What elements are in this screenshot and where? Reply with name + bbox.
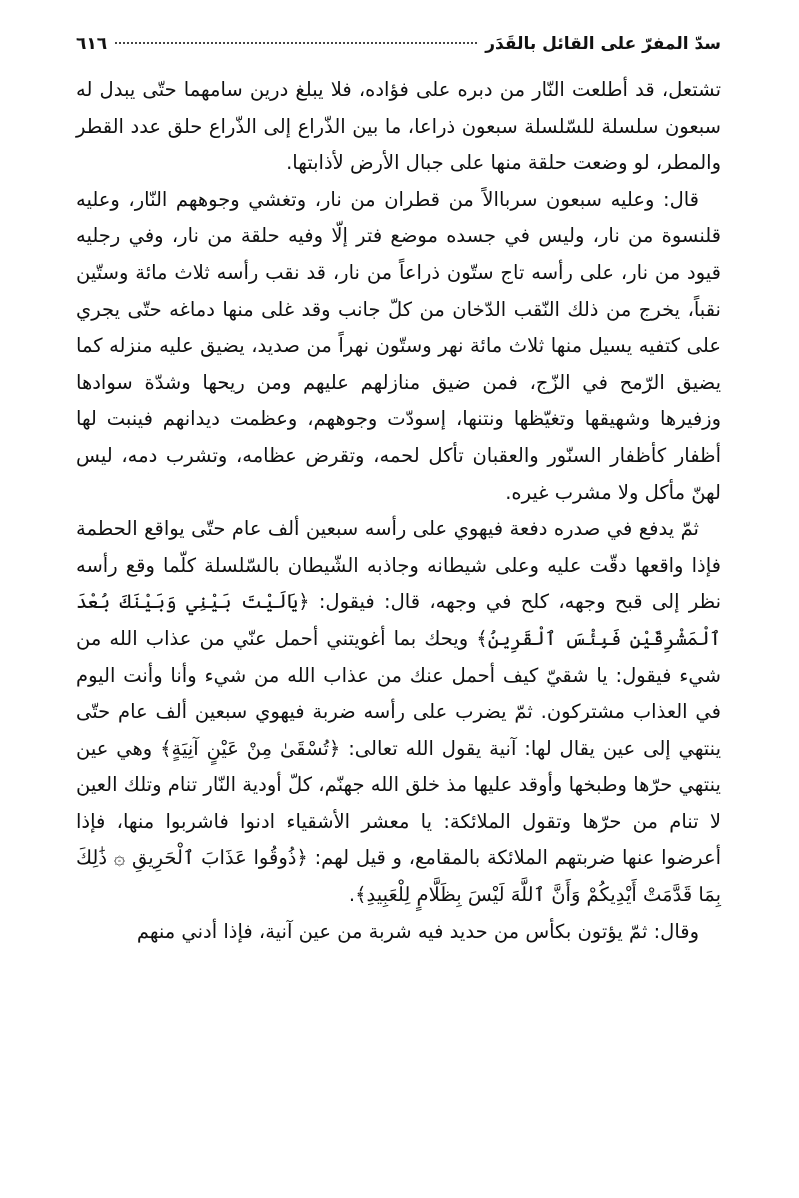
page-header <box>76 34 721 68</box>
quran-verse: ﴿يَالَيْتَ بَيْنِي وَبَيْنَكَ بُعْدَ ٱلْمَشْرِقَيْنِ فَبِئْسَ ٱلْقَرِينُ﴾ <box>76 590 721 650</box>
body-text <box>76 72 721 950</box>
quran-verse: ﴿تُسْقَىٰ مِنْ عَيْنٍ آنِيَةٍ﴾ <box>160 736 341 760</box>
paragraph-text: قال: وعليه سبعون سرباالاً من قطران من نار، وتغشي وجوههم النّار، وعليه قلنسوة من نار، وليس في جسده موضع فتر إلّا وفيه حلقة من نار، وفي رجليه قيود من نار، على رأسه تاج ستّون ذراعاً من نار، قد نقب رأسه ثلاث مائة وستّين نقباً، يخرج من ذلك النّقب الدّخان من كلّ جانب وقد غلى منها دماغه حتّى يجري على كتفيه يسيل منها ثلاث مائة نهر وستّون نهراً من صديد، يضيق عليه منزله كما يضيق الرّمح في الزّج، فمن ضيق منازلهم عليهم ومن ريحها وشدّة سوادها وزفيرها وشهيقها وتغيّظها ونتنها، إسودّت وجوههم، وعظمت ديدانهم فينبت لها أظفار كأظفار السنّور والعقبان تأكل لحمه، وتقرض عظامه، وتشرب دمه، ليس لهنّ مأكل ولا مشرب غيره. <box>76 187 721 504</box>
paragraph <box>76 511 721 914</box>
paragraph-text: ويحك بما أغويتني أحمل عنّي من عذاب الله من شيء فيقول: يا شقيّ كيف أحمل عنك من عذاب الله من شيء وأنا وأنت اليوم في العذاب مشتركون. ثمّ يضرب على رأسه ضربة فيهوي سبعين ألف عام حتّى ينتهي إلى عين يقال لها: آنية يقول الله تعالى: <box>76 626 721 760</box>
quran-verse: ﴿ذُوقُوا عَذَابَ ٱلْحَرِيقِ ۞ ذَٰلِكَ بِمَا قَدَّمَتْ أَيْدِيكُمْ وَأَنَّ ٱللَّهَ لَيْسَ بِظَلَّامٍ لِلْعَبِيدِ﴾ <box>76 846 721 907</box>
running-title: سدّ المفرّ على القائل بالقَدَر <box>485 34 721 54</box>
paragraph-text: وهي عين ينتهي حرّها وطبخها وأوقد عليها مذ خلق الله جهنّم، كلّ أودية النّار تنام وتلك العين لا تنام من حرّها وتقول الملائكة: يا معشر الأشقياء ادنوا فاشربوا منها، فإذا أعرضوا عنها ضربتهم الملائكة بالمقامع، و قيل لهم: <box>76 736 721 870</box>
page-number: ٦١٦ <box>76 34 108 54</box>
paragraph-text: تشتعل، قد أطلعت النّار من دبره على فؤاده، فلا يبلغ درين سامهما حتّى يبدل له سبعون سلسلة للسّلسلة سبعون ذراعا، ما بين الذّراع إلى الذّراع حلق عدد القطر والمطر، لو وضعت حلقة منها على جبال الأرض لأذابتها. <box>76 78 721 175</box>
paragraph-text: ثمّ يدفع في صدره دفعة فيهوي على رأسه سبعين ألف عام حتّى يواقع الحطمة فإذا واقعها دقّت عليه وعلى شيطانه وجاذبه الشّيطان بالسّلسلة كلّما وقع رأسه نظر إلى قبح وجهه، كلح في وجهه، قال: فيقول: <box>76 517 722 614</box>
paragraph <box>76 72 721 182</box>
dotted-leader <box>115 42 477 44</box>
paragraph <box>76 914 721 951</box>
paragraph-text: وقال: ثمّ يؤتون بكأس من حديد فيه شربة من عين آنية، فإذا أدني منهم <box>136 919 699 943</box>
paragraph <box>76 182 721 511</box>
paragraph-text: . <box>348 883 356 907</box>
